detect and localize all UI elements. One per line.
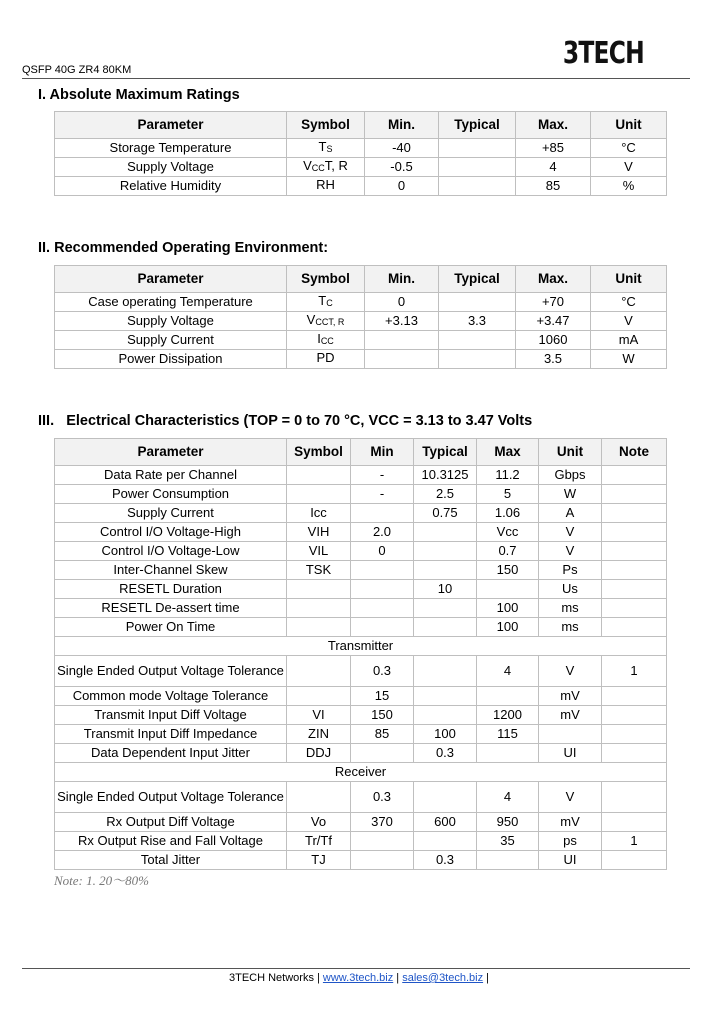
cell-typical [414, 687, 477, 706]
cell-max: Vcc [477, 523, 539, 542]
section-1-heading: I. Absolute Maximum Ratings [38, 87, 240, 103]
table-footnote: Note: 1. 20～80% [54, 873, 149, 888]
cell-unit: Us [539, 580, 602, 599]
table-row [55, 158, 667, 177]
cell-typical: 0.3 [414, 744, 477, 763]
transmitter-label: Transmitter [55, 637, 667, 656]
cell-typical [414, 523, 477, 542]
cell-min [351, 851, 414, 870]
cell-note [602, 706, 667, 725]
table-row [55, 725, 667, 744]
cell-symbol [287, 485, 351, 504]
col-header: Max [477, 439, 539, 466]
cell-parameter: Supply Current [55, 331, 287, 350]
cell-typical [414, 832, 477, 851]
cell-max: 115 [477, 725, 539, 744]
cell-note: 1 [602, 656, 667, 687]
cell-min [365, 331, 439, 350]
table-row [55, 466, 667, 485]
cell-max: 1200 [477, 706, 539, 725]
cell-unit: UI [539, 744, 602, 763]
cell-symbol: Tr/Tf [287, 832, 351, 851]
cell-note [602, 599, 667, 618]
cell-parameter: Data Rate per Channel [55, 466, 287, 485]
cell-symbol: Icc [287, 504, 351, 523]
cell-min: 370 [351, 813, 414, 832]
col-header: Min. [365, 266, 439, 293]
table-row [55, 851, 667, 870]
cell-typical: 600 [414, 813, 477, 832]
electrical-characteristics-table [54, 438, 667, 870]
table-row [55, 782, 667, 813]
cell-symbol [287, 656, 351, 687]
cell-max: +3.47 [516, 312, 591, 331]
cell-note [602, 687, 667, 706]
cell-unit: °C [591, 293, 667, 312]
cell-parameter: Storage Temperature [55, 139, 287, 158]
table-row [55, 350, 667, 369]
cell-parameter: Power Consumption [55, 485, 287, 504]
cell-symbol [287, 580, 351, 599]
cell-unit: mA [591, 331, 667, 350]
table-header-row [55, 266, 667, 293]
footer-company: 3TECH Networks | [228, 972, 323, 984]
cell-parameter: Rx Output Rise and Fall Voltage [55, 832, 287, 851]
table-row [55, 832, 667, 851]
table-row [55, 485, 667, 504]
cell-min [351, 832, 414, 851]
cell-max: 3.5 [516, 350, 591, 369]
cell-min: 0.3 [351, 782, 414, 813]
col-header: Max. [516, 266, 591, 293]
cell-parameter: RESETL Duration [55, 580, 287, 599]
cell-parameter: Total Jitter [55, 851, 287, 870]
col-header: Symbol [287, 112, 365, 139]
cell-symbol [287, 687, 351, 706]
cell-unit: ms [539, 599, 602, 618]
cell-max [477, 851, 539, 870]
cell-max: +85 [516, 139, 591, 158]
cell-symbol: $I_{CC}$ [287, 331, 365, 350]
cell-min [351, 504, 414, 523]
section-2-heading: II. Recommended Operating Environment: [38, 240, 329, 256]
cell-unit: mV [539, 706, 602, 725]
absolute-max-ratings-table [54, 111, 667, 196]
cell-min: - [351, 466, 414, 485]
cell-max [477, 687, 539, 706]
cell-min: 0 [351, 542, 414, 561]
cell-max: 11.2 [477, 466, 539, 485]
cell-typical [439, 177, 516, 196]
cell-symbol [287, 618, 351, 637]
cell-min [351, 744, 414, 763]
header-divider [22, 78, 690, 79]
cell-note [602, 523, 667, 542]
cell-min [351, 561, 414, 580]
cell-typical [439, 139, 516, 158]
cell-typical [414, 782, 477, 813]
col-header: Unit [539, 439, 602, 466]
cell-parameter: Power Dissipation [55, 350, 287, 369]
cell-max: 4 [516, 158, 591, 177]
cell-parameter: Single Ended Output Voltage Tolerance [55, 782, 287, 813]
company-logo: 3TECH [562, 36, 644, 71]
footer-end: | [483, 972, 490, 984]
cell-note [602, 466, 667, 485]
footer-divider [22, 968, 690, 969]
cell-parameter: Transmit Input Diff Impedance [55, 725, 287, 744]
receiver-label: Receiver [55, 763, 667, 782]
cell-min: 0.3 [351, 656, 414, 687]
table-row [55, 580, 667, 599]
cell-symbol [287, 599, 351, 618]
col-header: Note [602, 439, 667, 466]
col-header: Parameter [55, 266, 287, 293]
cell-max: 1060 [516, 331, 591, 350]
cell-unit: ps [539, 832, 602, 851]
cell-typical: 0.3 [414, 851, 477, 870]
cell-unit: V [539, 542, 602, 561]
cell-typical [414, 706, 477, 725]
cell-symbol: VIH [287, 523, 351, 542]
cell-note: 1 [602, 832, 667, 851]
table-row [55, 744, 667, 763]
col-header: Symbol [287, 266, 365, 293]
col-header: Unit [591, 266, 667, 293]
email-link[interactable]: sales@3tech.biz [402, 972, 484, 984]
cell-parameter: Relative Humidity [55, 177, 287, 196]
cell-parameter: Control I/O Voltage-High [55, 523, 287, 542]
cell-unit: UI [539, 851, 602, 870]
table-row [55, 312, 667, 331]
table-row [55, 177, 667, 196]
cell-unit: V [539, 656, 602, 687]
table-row [55, 618, 667, 637]
cell-symbol: TSK [287, 561, 351, 580]
cell-unit: ms [539, 618, 602, 637]
cell-min [351, 580, 414, 599]
cell-note [602, 561, 667, 580]
cell-min: 0 [365, 177, 439, 196]
cell-unit: V [539, 782, 602, 813]
cell-symbol: $T_C$ [287, 293, 365, 312]
operating-environment-table [54, 265, 667, 369]
cell-typical [414, 656, 477, 687]
table-row [55, 504, 667, 523]
cell-max [477, 580, 539, 599]
cell-parameter: Case operating Temperature [55, 293, 287, 312]
cell-parameter: Supply Voltage [55, 158, 287, 177]
cell-parameter: Control I/O Voltage-Low [55, 542, 287, 561]
footer-separator: | [393, 972, 403, 984]
cell-note [602, 504, 667, 523]
cell-typical: 10.3125 [414, 466, 477, 485]
cell-min [351, 599, 414, 618]
cell-typical: 2.5 [414, 485, 477, 504]
cell-min [351, 618, 414, 637]
cell-typical [414, 542, 477, 561]
table-row [55, 599, 667, 618]
cell-note [602, 813, 667, 832]
cell-min: -0.5 [365, 158, 439, 177]
cell-max: 150 [477, 561, 539, 580]
cell-parameter: Inter-Channel Skew [55, 561, 287, 580]
cell-min: - [351, 485, 414, 504]
cell-parameter: Supply Voltage [55, 312, 287, 331]
col-header: Symbol [287, 439, 351, 466]
cell-max: 950 [477, 813, 539, 832]
cell-parameter: Power On Time [55, 618, 287, 637]
cell-parameter: RESETL De-assert time [55, 599, 287, 618]
col-header: Typical [414, 439, 477, 466]
cell-note [602, 851, 667, 870]
cell-symbol: Vo [287, 813, 351, 832]
cell-max: 4 [477, 782, 539, 813]
cell-max: 1.06 [477, 504, 539, 523]
cell-typical: 3.3 [439, 312, 516, 331]
table-header-row [55, 112, 667, 139]
cell-typical: 10 [414, 580, 477, 599]
cell-unit: % [591, 177, 667, 196]
cell-symbol: VI [287, 706, 351, 725]
table-row [55, 331, 667, 350]
cell-typical [414, 599, 477, 618]
cell-parameter: Transmit Input Diff Voltage [55, 706, 287, 725]
col-header: Min. [365, 112, 439, 139]
cell-unit: W [591, 350, 667, 369]
table-row [55, 706, 667, 725]
col-header: Parameter [55, 112, 287, 139]
cell-unit: V [591, 312, 667, 331]
cell-typical [439, 158, 516, 177]
cell-symbol: VIL [287, 542, 351, 561]
cell-unit: mV [539, 687, 602, 706]
cell-symbol [287, 466, 351, 485]
cell-symbol: DDJ [287, 744, 351, 763]
cell-typical [414, 561, 477, 580]
col-header: Parameter [55, 439, 287, 466]
cell-min: 0 [365, 293, 439, 312]
cell-unit: Ps [539, 561, 602, 580]
table-row [55, 293, 667, 312]
cell-unit: °C [591, 139, 667, 158]
cell-max [477, 744, 539, 763]
cell-symbol: ZIN [287, 725, 351, 744]
cell-note [602, 782, 667, 813]
cell-max: 5 [477, 485, 539, 504]
cell-symbol: TJ [287, 851, 351, 870]
col-header: Typical [439, 112, 516, 139]
cell-unit: Gbps [539, 466, 602, 485]
col-header: Min [351, 439, 414, 466]
cell-symbol: PD [287, 350, 365, 369]
cell-symbol [287, 782, 351, 813]
cell-note [602, 580, 667, 599]
cell-parameter: Data Dependent Input Jitter [55, 744, 287, 763]
cell-min [365, 350, 439, 369]
cell-max: 0.7 [477, 542, 539, 561]
cell-min: 150 [351, 706, 414, 725]
cell-min: -40 [365, 139, 439, 158]
cell-symbol: RH [287, 177, 365, 196]
col-header: Unit [591, 112, 667, 139]
table-row [55, 542, 667, 561]
cell-typical [414, 618, 477, 637]
cell-max: +70 [516, 293, 591, 312]
cell-min: 2.0 [351, 523, 414, 542]
page-footer [0, 972, 718, 984]
col-header: Typical [439, 266, 516, 293]
cell-unit: W [539, 485, 602, 504]
cell-symbol: $V_{CC}T$, R [287, 158, 365, 177]
cell-symbol: $T_S$ [287, 139, 365, 158]
col-header: Max. [516, 112, 591, 139]
cell-parameter: Single Ended Output Voltage Tolerance [55, 656, 287, 687]
cell-typical [439, 350, 516, 369]
cell-note [602, 618, 667, 637]
table-header-row [55, 439, 667, 466]
cell-symbol: $V_{CCT, R}$ [287, 312, 365, 331]
cell-min: 85 [351, 725, 414, 744]
cell-parameter: Supply Current [55, 504, 287, 523]
cell-unit [539, 725, 602, 744]
section-3-heading: III. Electrical Characteristics (TOP = 0 to 70 °C, VCC = 3.13 to 3.47 Volts [38, 413, 533, 429]
cell-unit: A [539, 504, 602, 523]
cell-unit: mV [539, 813, 602, 832]
cell-note [602, 485, 667, 504]
table-row [55, 813, 667, 832]
cell-unit: V [591, 158, 667, 177]
cell-typical [439, 293, 516, 312]
cell-typical [439, 331, 516, 350]
table-row [55, 561, 667, 580]
section-row-transmitter [55, 637, 667, 656]
cell-note [602, 542, 667, 561]
table-row [55, 523, 667, 542]
table-row [55, 139, 667, 158]
document-title: QSFP 40G ZR4 80KM [22, 64, 132, 76]
cell-unit: V [539, 523, 602, 542]
cell-max: 85 [516, 177, 591, 196]
cell-typical: 100 [414, 725, 477, 744]
website-link[interactable]: www.3tech.biz [322, 972, 394, 984]
section-row-receiver [55, 763, 667, 782]
cell-parameter: Common mode Voltage Tolerance [55, 687, 287, 706]
cell-max: 35 [477, 832, 539, 851]
cell-parameter: Rx Output Diff Voltage [55, 813, 287, 832]
cell-min: 15 [351, 687, 414, 706]
cell-max: 4 [477, 656, 539, 687]
cell-max: 100 [477, 618, 539, 637]
cell-note [602, 725, 667, 744]
cell-min: +3.13 [365, 312, 439, 331]
table-row [55, 687, 667, 706]
cell-typical: 0.75 [414, 504, 477, 523]
cell-max: 100 [477, 599, 539, 618]
table-row [55, 656, 667, 687]
cell-note [602, 744, 667, 763]
